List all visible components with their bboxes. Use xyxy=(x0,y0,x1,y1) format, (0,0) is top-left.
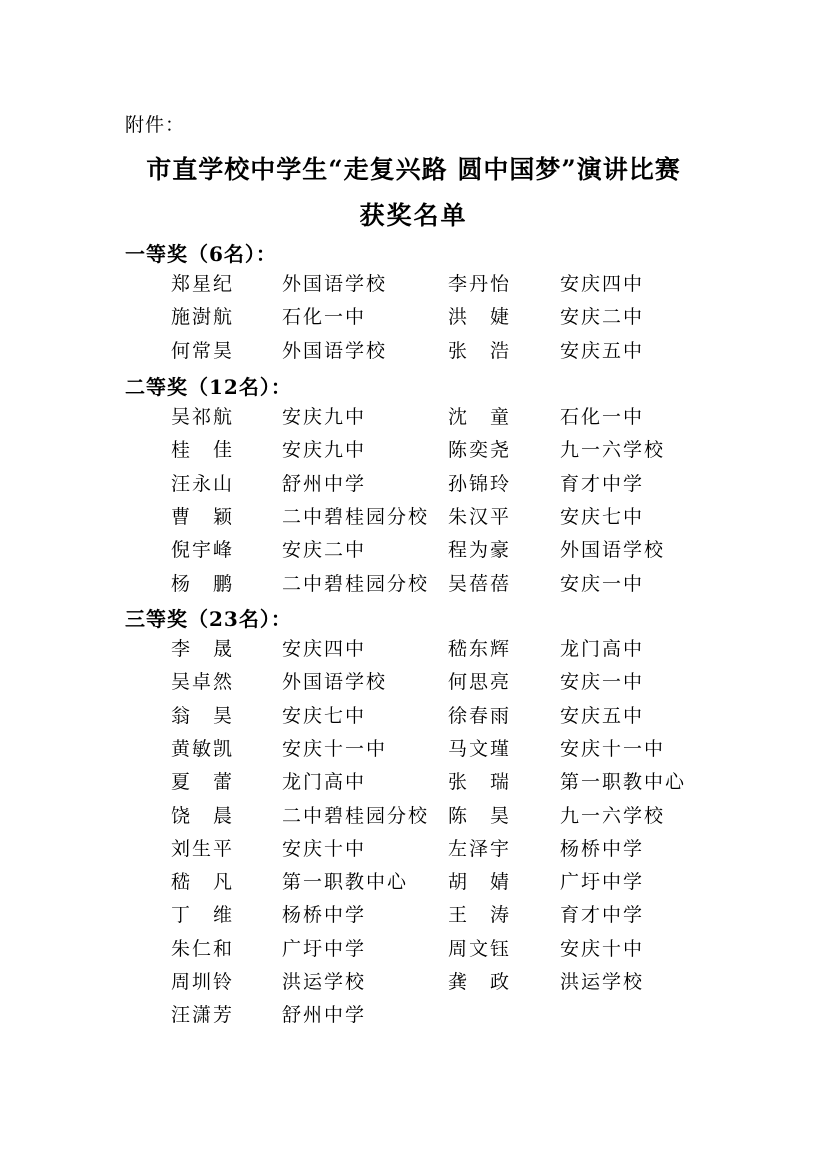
winner-school: 外国语学校 xyxy=(282,340,388,362)
table-row xyxy=(0,834,827,867)
winner-school: 安庆十一中 xyxy=(282,738,388,760)
winner-school: 第一职教中心 xyxy=(282,871,409,893)
winner-name: 李 晟 xyxy=(171,638,235,660)
table-row xyxy=(0,336,827,369)
winner-name: 马文瑾 xyxy=(448,738,512,760)
table-row xyxy=(0,634,827,667)
winner-name: 胡 婧 xyxy=(448,871,512,893)
document-subtitle: 获奖名单 xyxy=(359,201,468,230)
winner-school: 安庆四中 xyxy=(282,638,367,660)
table-row xyxy=(0,900,827,933)
winner-school: 安庆十一中 xyxy=(560,738,666,760)
winner-name: 陈 昊 xyxy=(448,805,512,827)
winner-name: 嵇东辉 xyxy=(448,638,512,660)
table-row xyxy=(0,1000,827,1033)
winner-name: 程为豪 xyxy=(448,539,512,561)
winner-school: 杨桥中学 xyxy=(282,904,367,926)
table-row xyxy=(0,269,827,302)
winner-name: 周圳铃 xyxy=(171,971,235,993)
winner-school: 安庆九中 xyxy=(282,439,367,461)
winner-name: 吴蓓蓓 xyxy=(448,573,512,595)
winner-school: 安庆十中 xyxy=(282,838,367,860)
winner-name: 孙锦玲 xyxy=(448,473,512,495)
winner-school: 洪运学校 xyxy=(560,971,645,993)
winner-name: 吴祁航 xyxy=(171,406,235,428)
winner-school: 安庆十中 xyxy=(560,938,645,960)
winner-school: 育才中学 xyxy=(560,473,645,495)
winner-school: 安庆一中 xyxy=(560,671,645,693)
winner-name: 杨 鹏 xyxy=(171,573,235,595)
winner-school: 安庆二中 xyxy=(282,539,367,561)
winner-name: 徐春雨 xyxy=(448,705,512,727)
table-row xyxy=(0,767,827,800)
table-row xyxy=(0,535,827,568)
winner-name: 周文钰 xyxy=(448,938,512,960)
table-row xyxy=(0,667,827,700)
document-title: 市直学校中学生“走复兴路 圆中国梦”演讲比赛 xyxy=(146,155,681,184)
winner-name: 夏 蕾 xyxy=(171,771,235,793)
winner-name: 朱仁和 xyxy=(171,938,235,960)
winner-name: 何常昊 xyxy=(171,340,235,362)
table-row xyxy=(0,734,827,767)
winner-name: 翁 昊 xyxy=(171,705,235,727)
table-row xyxy=(0,402,827,435)
winner-school: 外国语学校 xyxy=(282,671,388,693)
winner-name: 汪永山 xyxy=(171,473,235,495)
table-row xyxy=(0,867,827,900)
winner-school: 舒州中学 xyxy=(282,1004,367,1026)
winner-school: 安庆一中 xyxy=(560,573,645,595)
winner-name: 朱汉平 xyxy=(448,506,512,528)
winner-school: 育才中学 xyxy=(560,904,645,926)
winner-school: 龙门高中 xyxy=(282,771,367,793)
winner-name: 嵇 凡 xyxy=(171,871,235,893)
winner-name: 汪潇芳 xyxy=(171,1004,235,1026)
winner-school: 舒州中学 xyxy=(282,473,367,495)
winner-name: 桂 佳 xyxy=(171,439,235,461)
winner-name: 张 瑞 xyxy=(448,771,512,793)
award-section-heading: 二等奖（12名）： xyxy=(125,375,292,399)
winner-name: 刘生平 xyxy=(171,838,235,860)
winner-name: 洪 婕 xyxy=(448,306,512,328)
table-row xyxy=(0,967,827,1000)
winner-name: 黄敏凯 xyxy=(171,738,235,760)
table-row xyxy=(0,569,827,602)
winner-school: 龙门高中 xyxy=(560,638,645,660)
award-section-heading: 一等奖（6名）： xyxy=(125,242,277,266)
winner-name: 王 涛 xyxy=(448,904,512,926)
table-row xyxy=(0,934,827,967)
winner-name: 龚 政 xyxy=(448,971,512,993)
winner-name: 沈 童 xyxy=(448,406,512,428)
winner-name: 郑星纪 xyxy=(171,273,235,295)
winner-school: 二中碧桂园分校 xyxy=(282,805,430,827)
attachment-label: 附件： xyxy=(125,114,186,136)
winner-name: 饶 晨 xyxy=(171,805,235,827)
winner-school: 安庆七中 xyxy=(282,705,367,727)
winner-school: 第一职教中心 xyxy=(560,771,687,793)
winner-name: 左泽宇 xyxy=(448,838,512,860)
winner-name: 李丹怡 xyxy=(448,273,512,295)
table-row xyxy=(0,502,827,535)
winner-name: 陈奕尧 xyxy=(448,439,512,461)
winner-name: 丁 维 xyxy=(171,904,235,926)
winner-school: 安庆五中 xyxy=(560,705,645,727)
winner-school: 广圩中学 xyxy=(560,871,645,893)
winner-name: 施澍航 xyxy=(171,306,235,328)
winner-name: 何思亮 xyxy=(448,671,512,693)
winner-school: 安庆九中 xyxy=(282,406,367,428)
winner-school: 安庆七中 xyxy=(560,506,645,528)
table-row xyxy=(0,701,827,734)
winner-school: 二中碧桂园分校 xyxy=(282,506,430,528)
winner-school: 石化一中 xyxy=(282,306,367,328)
winner-school: 二中碧桂园分校 xyxy=(282,573,430,595)
winner-school: 杨桥中学 xyxy=(560,838,645,860)
winner-school: 安庆二中 xyxy=(560,306,645,328)
winner-school: 外国语学校 xyxy=(560,539,666,561)
winner-name: 倪宇峰 xyxy=(171,539,235,561)
table-row xyxy=(0,435,827,468)
winner-name: 曹 颖 xyxy=(171,506,235,528)
winner-school: 九一六学校 xyxy=(560,439,666,461)
award-section-heading: 三等奖（23名）： xyxy=(125,607,292,631)
winner-name: 张 浩 xyxy=(448,340,512,362)
winner-name: 吴卓然 xyxy=(171,671,235,693)
winner-school: 九一六学校 xyxy=(560,805,666,827)
winner-school: 石化一中 xyxy=(560,406,645,428)
table-row xyxy=(0,801,827,834)
winner-school: 外国语学校 xyxy=(282,273,388,295)
table-row xyxy=(0,302,827,335)
winner-school: 洪运学校 xyxy=(282,971,367,993)
winner-school: 安庆五中 xyxy=(560,340,645,362)
winner-school: 广圩中学 xyxy=(282,938,367,960)
table-row xyxy=(0,469,827,502)
winner-school: 安庆四中 xyxy=(560,273,645,295)
